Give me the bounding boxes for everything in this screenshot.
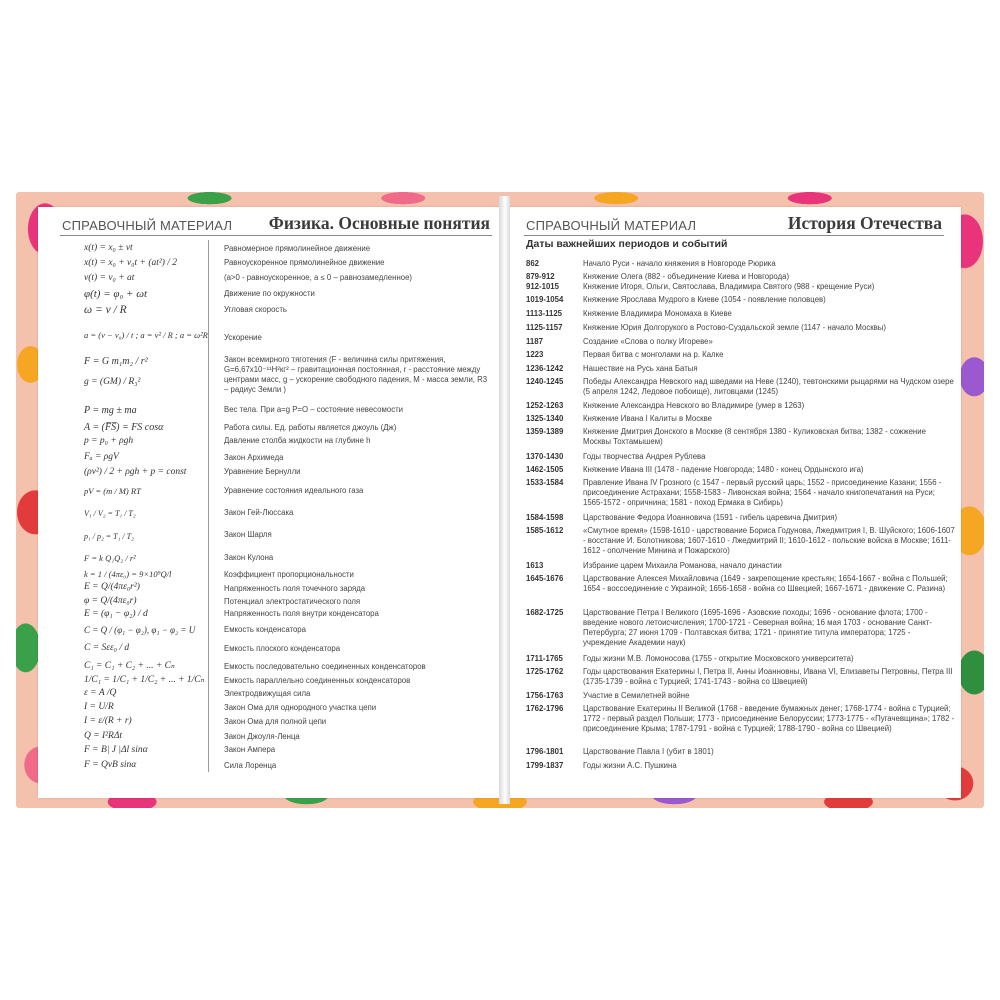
history-year: 1370-1430 (526, 452, 564, 461)
right-page-title: История Отечества (787, 213, 942, 233)
history-year: 912-1015 (526, 282, 559, 291)
history-event: Княжение Александра Невского во Владимире (умер в 1263) (583, 401, 805, 410)
physics-formula: v(t) = v₀ + at (84, 273, 135, 283)
physics-description: Закон Гей-Люссака (224, 508, 294, 517)
history-event: Годы творчества Андрея Рублева (583, 452, 706, 461)
physics-formula: C = Q / (φ₁ − φ₂), φ₁ − φ₂ = U (84, 625, 196, 635)
physics-description: Закон Ома для полной цепи (224, 717, 327, 726)
history-event: Княжение Ивана I Калиты в Москве (583, 414, 712, 423)
history-event: Княжение Ярослава Мудрого в Киеве (1054 - появление половцев) (583, 295, 826, 304)
physics-description: Закон Шарля (224, 530, 272, 539)
physics-description: Движение по окружности (224, 289, 315, 298)
history-event: Царствование Федора Иоанновича (1591 - гибель царевича Дмитрия) (583, 513, 838, 522)
physics-formula: a = (v − v₀) / t ; a = v² / R ; a = ω²R (84, 330, 208, 340)
history-event: Княжение Владимира Мономаха в Киеве (583, 309, 732, 318)
history-year: 1125-1157 (526, 323, 563, 332)
physics-formula: 1/C₁ = 1/C₁ + 1/C₂ + ... + 1/Cₙ (84, 675, 205, 685)
history-year: 1462-1505 (526, 465, 564, 474)
physics-description: Коэффициент пропорциональности (224, 570, 354, 579)
physics-formula: p₁ / p₂ = T₁ / T₂ (84, 532, 134, 541)
physics-description: Закон всемирного тяготения (F - величина силы притяжения, G=6,67х10⁻¹¹Н²кг² – гравитационная постоянная, r - расстояние между центрами масс, g – ускорение свободного падения, M - масса земли, R3 – радиус Земли ) (224, 355, 488, 394)
physics-formula: Q = I²RΔt (84, 731, 123, 741)
physics-formula: F = QvB sinα (84, 760, 137, 770)
physics-formula: φ = Q/(4πε₀r) (84, 596, 137, 606)
physics-formula: x(t) = x₀ + v₀t + (at²) / 2 (84, 258, 178, 268)
history-event: «Смутное время» (1598-1610 - царствование Бориса Годунова, Лжедмитрия I, В. Шуйского; 1606-1607 - восстание И. Болотникова; 1607-1610 - Лжедмитрий II; 1610-1612 - польские войска в Москве; 1611-1612 - ополчение Минина и Пожарского) (583, 526, 955, 555)
physics-formula: φ(t) = φ₀ + ωt (84, 288, 148, 300)
history-year: 1359-1389 (526, 427, 564, 436)
physics-formula: V₁ / V₂ = T₁ / T₂ (84, 509, 136, 518)
physics-formula: pV = (m / M) RT (84, 486, 141, 496)
physics-description: Работа силы. Ед. работы является джоуль (Дж) (224, 423, 397, 432)
history-year: 1711-1765 (526, 654, 563, 663)
physics-formula: F = G m₁m₂ / r² (84, 356, 148, 367)
history-event: Княжение Юрия Долгорукого в Ростово-Суздальской земле (1147 - начало Москвы) (583, 323, 886, 332)
physics-description: Потенциал электростатического поля (224, 597, 361, 606)
history-event: Княжение Игоря, Ольги, Святослава, Владимира Святого (988 - крещение Руси) (583, 282, 875, 291)
left-page-title: Физика. Основные понятия (268, 213, 490, 233)
physics-formula: F = k Q₁Q₂ / r² (84, 553, 136, 563)
history-event: Царствование Екатерины II Великой (1768 - введение бумажных денег; 1768-1774 - война с Турцией; 1772 - первый раздел Польши; 1773 - присоединение Белоруссии; 1773-1775 - «Пугачевщина»; 1782 - присоединение Крыма; 1787-1791 - война с Турцией; 1788-1790 - война со Швецией) (583, 704, 955, 733)
history-event: Годы жизни М.В. Ломоносова (1755 - открытие Московского университета) (583, 654, 854, 663)
physics-description: Закон Архимеда (224, 453, 284, 462)
history-year: 1113-1125 (526, 309, 562, 318)
physics-formula: E = (φ₁ − φ₂) / d (84, 609, 148, 619)
history-event: Царствование Петра I Великого (1695-1696 - Азовские походы; 1696 - основание флота; 1700 - введение нового летоисчисления; 1700-1721 - Северная война; 16 мая 1703 - основание Санкт-Петербурга; 27 июня 1709 - Полтавская битва; 1721 - принятие титула императора; 1725 - учреждение Академии наук) (583, 608, 932, 647)
physics-formula: Fₐ = ρgV (84, 452, 119, 462)
history-year: 1799-1837 (526, 761, 564, 770)
history-year: 1240-1245 (526, 377, 564, 386)
physics-description: Равномерное прямолинейное движение (224, 244, 371, 253)
physics-description: Угловая скорость (224, 305, 287, 314)
physics-formula: I = U/R (84, 702, 114, 712)
history-event: Нашествие на Русь хана Батыя (583, 364, 698, 373)
physics-description: Ускорение (224, 333, 262, 342)
physics-description: Закон Ома для однородного участка цепи (224, 703, 377, 712)
history-year: 1584-1598 (526, 513, 564, 522)
book-spine-gutter (499, 196, 510, 804)
physics-description: Закон Ампера (224, 745, 276, 754)
history-event: Годы царствования Екатерины I, Петра II, Анны Иоанновны, Ивана VI, Елизаветы Петровны, Петра III (1735-1739 - война с Турцией; 1741-1743 - война со Швецией) (583, 667, 953, 686)
physics-description: Электродвижущая сила (224, 689, 311, 698)
history-year: 1223 (526, 350, 544, 359)
history-event: Княжение Олега (882 - объединение Киева и Новгорода) (583, 272, 790, 281)
history-event: Участие в Семилетней войне (583, 691, 690, 700)
history-year: 862 (526, 259, 540, 268)
history-year: 1533-1584 (526, 478, 564, 487)
physics-formula: I = ε/(R + r) (84, 716, 132, 726)
history-year: 1613 (526, 561, 544, 570)
right-section-label: СПРАВОЧНЫЙ МАТЕРИАЛ (526, 218, 697, 233)
history-year: 1682-1725 (526, 608, 564, 617)
history-event: Годы жизни А.С. Пушкина (583, 761, 677, 770)
history-event: Создание «Слова о полку Игореве» (583, 337, 713, 346)
history-year: 1725-1762 (526, 667, 564, 676)
history-subtitle: Даты важнейших периодов и событий (526, 238, 728, 250)
physics-description: Уравнение состояния идеального газа (224, 486, 364, 495)
physics-description: Вес тела. При a=g P=O – состояние невесомости (224, 405, 404, 414)
history-year: 879-912 (526, 272, 555, 281)
history-event: Победы Александра Невского над шведами на Неве (1240), тевтонскими рыцарями на Чудском озере (5 апреля 1242, Ледовое побоище), литовцами (1245) (583, 377, 954, 396)
history-event: Первая битва с монголами на р. Калке (583, 350, 724, 359)
history-year: 1019-1054 (526, 295, 564, 304)
history-event: Княжение Ивана III (1478 - падение Новгорода; 1480 - конец Ордынского ига) (583, 465, 864, 474)
physics-description: Напряженность поля внутри конденсатора (224, 609, 379, 618)
physics-formula: (ρv²) / 2 + ρgh + p = const (84, 467, 187, 477)
physics-description: Емкость конденсатора (224, 625, 306, 634)
physics-formula: A = (F̅S̅) = FS cosα (84, 422, 164, 433)
physics-formula: g = (GM) / R₃² (84, 377, 141, 387)
physics-description: Емкость плоского конденсатора (224, 644, 341, 653)
history-year: 1325-1340 (526, 414, 564, 423)
physics-description: Сила Лоренца (224, 761, 277, 770)
physics-formula: P = mg ± ma (84, 405, 137, 416)
physics-description: Емкость последовательно соединенных конденсаторов (224, 662, 426, 671)
history-event: Царствование Павла I (убит в 1801) (583, 747, 714, 756)
physics-description: Уравнение Бернулли (224, 467, 301, 476)
physics-formula: C = Sεε₀ / d (84, 643, 130, 653)
history-year: 1252-1263 (526, 401, 564, 410)
history-year: 1756-1763 (526, 691, 564, 700)
physics-formula: F = B| J |Δl sinα (84, 745, 148, 755)
history-year: 1796-1801 (526, 747, 564, 756)
history-event: Начало Руси - начало княжения в Новгороде Рюрика (583, 259, 776, 268)
physics-description: (a>0 - равноускоренное, a ≤ 0 – равнозамедленное) (224, 273, 413, 282)
history-event: Царствование Алексея Михайловича (1649 - закрепощение крестьян; 1654-1667 - война с Польшей; 1654 - воссоединение с Украиной; 1656-1658 - война со Швецией; 1667-1671 - движение С. Разина) (583, 574, 948, 593)
history-year: 1762-1796 (526, 704, 564, 713)
history-year: 1645-1676 (526, 574, 564, 583)
history-event: Избрание царем Михаила Романова, начало династии (583, 561, 782, 570)
history-year: 1187 (526, 337, 543, 346)
physics-description: Давление столба жидкости на глубине h (224, 436, 371, 445)
physics-formula: p = p₀ + ρgh (84, 436, 134, 446)
left-section-label: СПРАВОЧНЫЙ МАТЕРИАЛ (62, 218, 233, 233)
physics-description: Емкость параллельно соединенных конденсаторов (224, 676, 411, 685)
physics-description: Закон Кулона (224, 553, 274, 562)
physics-formula: x(t) = x₀ ± vt (84, 243, 133, 253)
physics-formula: E = Q/(4πε₀r²) (84, 582, 140, 592)
left-header-rule (60, 235, 492, 236)
physics-formula: ε = A /Q (84, 688, 117, 698)
physics-description: Равноускоренное прямолинейное движение (224, 258, 385, 267)
history-event: Правление Ивана IV Грозного (с 1547 - первый русский царь; 1552 - присоединение Казани; 1556 - присоединение Астрахани; 1558-1583 - Ливонская война; 1564 - начало книгопечатания на Руси; 1565-1572 - опричнина; 1581 - поход Ермака в Сибирь) (583, 478, 942, 507)
physics-formula: C₁ = C₁ + C₂ + ... + Cₙ (84, 661, 175, 671)
history-year: 1585-1612 (526, 526, 564, 535)
right-header-rule (524, 235, 944, 236)
physics-description: Напряженность поля точечного заряда (224, 584, 366, 593)
physics-formula: ω = v / R (84, 304, 127, 316)
history-year: 1236-1242 (526, 364, 564, 373)
physics-description: Закон Джоуля-Ленца (224, 732, 300, 741)
physics-formula: k = 1 / (4πε₀) = 9×10⁹Q/l (84, 569, 172, 579)
history-event: Княжение Дмитрия Донского в Москве (8 сентября 1380 - Куликовская битва; 1382 - сожжение Москвы Тохтамышем) (583, 427, 926, 446)
